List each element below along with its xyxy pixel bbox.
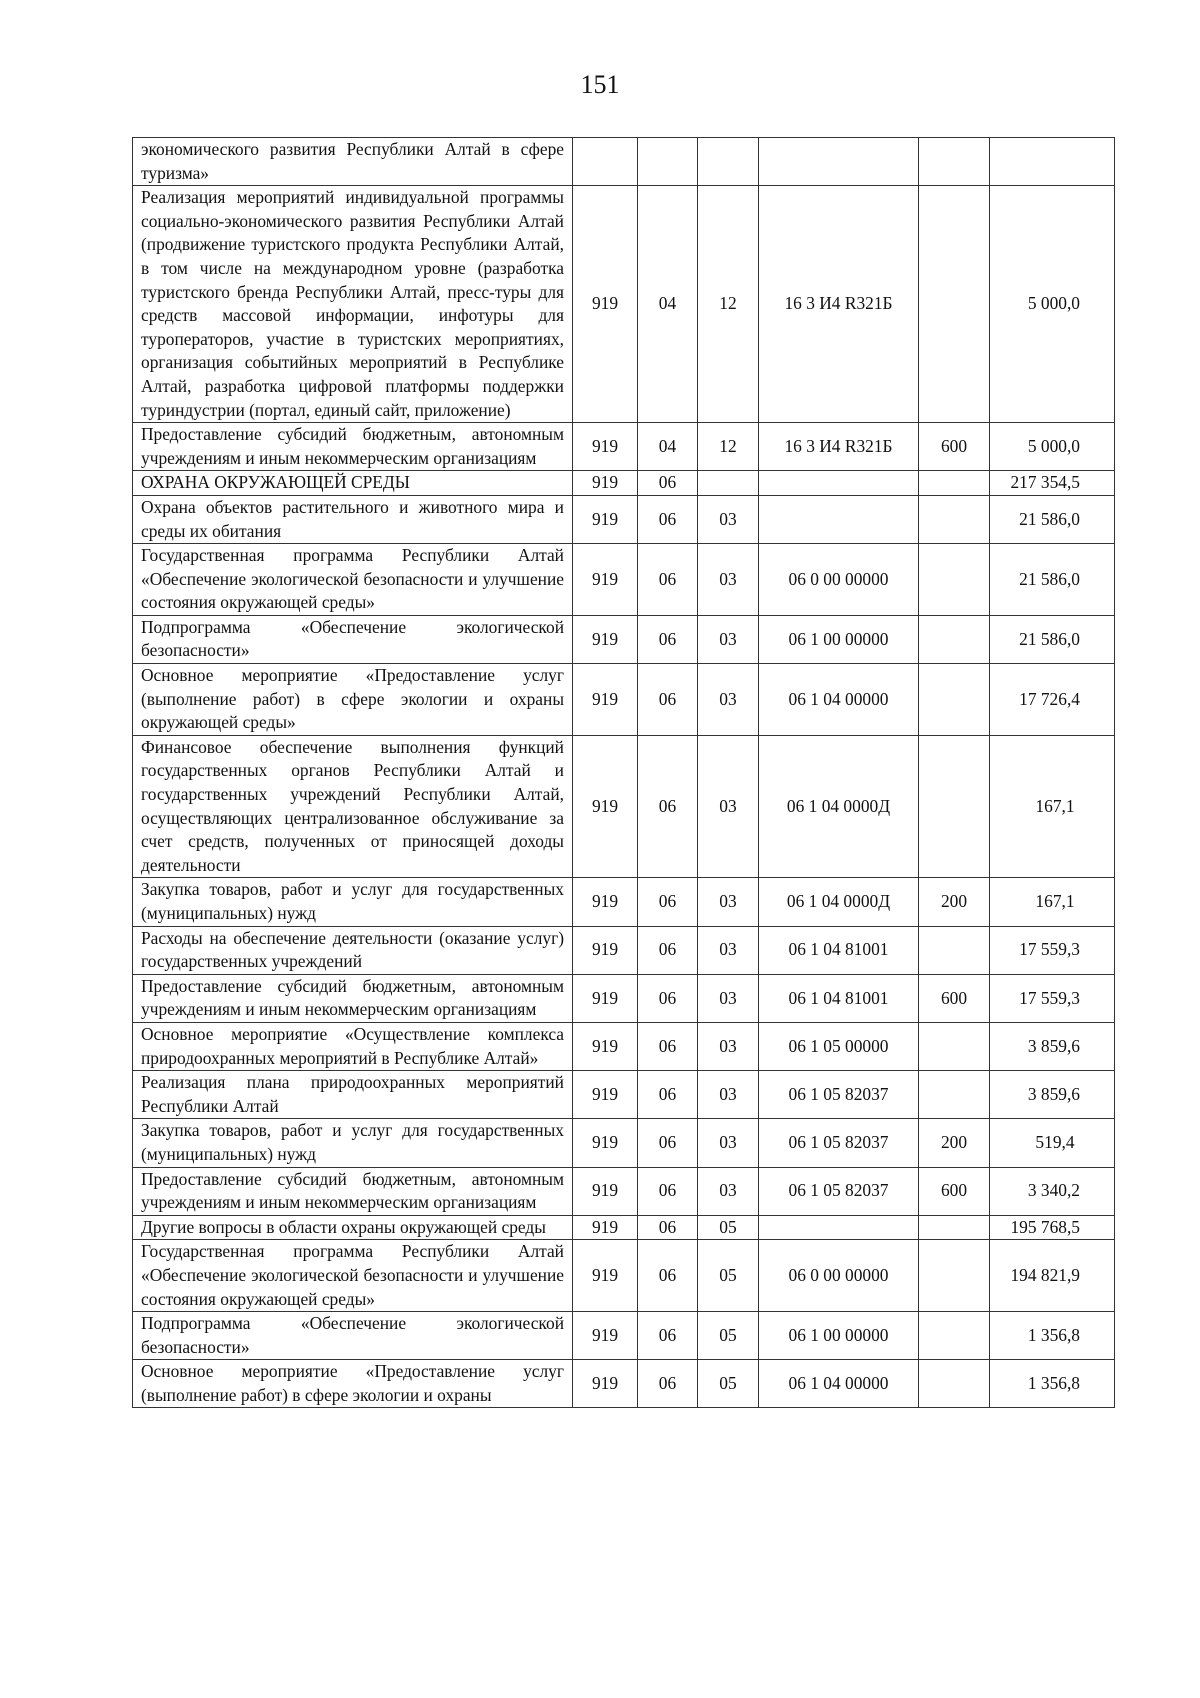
expense-type-cell: 200 — [919, 878, 990, 926]
grbs-cell: 919 — [573, 1215, 638, 1240]
section-cell: 06 — [638, 926, 698, 974]
grbs-cell: 919 — [573, 1240, 638, 1312]
target-article-cell: 06 0 00 00000 — [759, 544, 919, 616]
table-row — [133, 544, 1115, 616]
amount-cell — [990, 138, 1115, 186]
section-cell: 04 — [638, 423, 698, 471]
expense-type-cell — [919, 544, 990, 616]
grbs-cell: 919 — [573, 974, 638, 1022]
grbs-cell: 919 — [573, 926, 638, 974]
table-row — [133, 495, 1115, 543]
target-article-cell: 06 1 04 0000Д — [759, 735, 919, 878]
target-article-cell: 06 1 00 00000 — [759, 615, 919, 663]
section-cell: 06 — [638, 615, 698, 663]
item-name-cell: экономического развития Республики Алтай в сфере туризма» — [133, 138, 573, 186]
section-cell: 06 — [638, 1240, 698, 1312]
expense-type-cell — [919, 471, 990, 496]
table-row — [133, 1071, 1115, 1119]
table-row — [133, 138, 1115, 186]
budget-table — [132, 137, 1115, 1408]
amount-cell: 1 356,8 — [990, 1312, 1115, 1360]
table-row — [133, 1022, 1115, 1070]
item-name-cell: Финансовое обеспечение выполнения функций государственных органов Республики Алтай и государственных учреждений Республики Алтай, осуществляющих централизованное обслуживание за счет средств, полученных от приносящей доходы деятельности — [133, 735, 573, 878]
amount-cell: 217 354,5 — [990, 471, 1115, 496]
target-article-cell — [759, 495, 919, 543]
amount-cell: 167,1 — [990, 735, 1115, 878]
item-name-cell: Предоставление субсидий бюджетным, автономным учреждениям и иным некоммерческим организациям — [133, 974, 573, 1022]
expense-type-cell: 200 — [919, 1119, 990, 1167]
subsection-cell: 03 — [698, 878, 759, 926]
target-article-cell — [759, 1215, 919, 1240]
grbs-cell: 919 — [573, 735, 638, 878]
expense-type-cell — [919, 495, 990, 543]
section-cell: 06 — [638, 1022, 698, 1070]
table-row — [133, 1215, 1115, 1240]
subsection-cell: 12 — [698, 423, 759, 471]
table-row — [133, 1360, 1115, 1408]
expense-type-cell — [919, 926, 990, 974]
item-name-cell: Реализация плана природоохранных мероприятий Республики Алтай — [133, 1071, 573, 1119]
grbs-cell: 919 — [573, 1022, 638, 1070]
amount-cell: 17 726,4 — [990, 664, 1115, 736]
table-row — [133, 664, 1115, 736]
subsection-cell: 03 — [698, 735, 759, 878]
expense-type-cell — [919, 1022, 990, 1070]
subsection-cell: 03 — [698, 615, 759, 663]
grbs-cell: 919 — [573, 186, 638, 423]
table-row — [133, 615, 1115, 663]
table-row — [133, 974, 1115, 1022]
amount-cell: 3 340,2 — [990, 1167, 1115, 1215]
subsection-cell: 03 — [698, 974, 759, 1022]
target-article-cell: 06 1 05 82037 — [759, 1167, 919, 1215]
item-name-cell: Реализация мероприятий индивидуальной программы социально-экономического развития Республики Алтай (продвижение туристского продукта Республики Алтай, в том числе на международном уровне (разработка туристского бренда Республики Алтай, пресс-туры для средств массовой информации, инфотуры для туроператоров, участие в туристских мероприятиях, организация событийных мероприятий в Республике Алтай, разработка цифровой платформы поддержки туриндустрии (портал, единый сайт, приложение) — [133, 186, 573, 423]
item-name-cell: Подпрограмма «Обеспечение экологической безопасности» — [133, 1312, 573, 1360]
subsection-cell: 12 — [698, 186, 759, 423]
item-name-cell: Подпрограмма «Обеспечение экологической безопасности» — [133, 615, 573, 663]
target-article-cell: 06 1 05 82037 — [759, 1071, 919, 1119]
target-article-cell: 16 3 И4 R321Б — [759, 186, 919, 423]
table-row — [133, 1312, 1115, 1360]
target-article-cell: 06 1 04 81001 — [759, 974, 919, 1022]
section-cell: 06 — [638, 1167, 698, 1215]
target-article-cell: 06 1 00 00000 — [759, 1312, 919, 1360]
section-cell: 06 — [638, 544, 698, 616]
target-article-cell: 06 1 04 81001 — [759, 926, 919, 974]
section-cell: 06 — [638, 1215, 698, 1240]
subsection-cell: 03 — [698, 1119, 759, 1167]
amount-cell: 194 821,9 — [990, 1240, 1115, 1312]
grbs-cell: 919 — [573, 1119, 638, 1167]
grbs-cell: 919 — [573, 878, 638, 926]
item-name-cell: Предоставление субсидий бюджетным, автономным учреждениям и иным некоммерческим организациям — [133, 1167, 573, 1215]
subsection-cell: 03 — [698, 1022, 759, 1070]
grbs-cell: 919 — [573, 1071, 638, 1119]
section-cell — [638, 138, 698, 186]
target-article-cell: 06 1 04 00000 — [759, 664, 919, 736]
expense-type-cell — [919, 615, 990, 663]
grbs-cell: 919 — [573, 1312, 638, 1360]
section-cell: 06 — [638, 1360, 698, 1408]
grbs-cell: 919 — [573, 471, 638, 496]
amount-cell: 21 586,0 — [990, 544, 1115, 616]
grbs-cell: 919 — [573, 495, 638, 543]
item-name-cell: Предоставление субсидий бюджетным, автономным учреждениям и иным некоммерческим организациям — [133, 423, 573, 471]
amount-cell: 519,4 — [990, 1119, 1115, 1167]
item-name-cell: ОХРАНА ОКРУЖАЮЩЕЙ СРЕДЫ — [133, 471, 573, 496]
table-row — [133, 735, 1115, 878]
section-cell: 06 — [638, 495, 698, 543]
expense-type-cell — [919, 1240, 990, 1312]
item-name-cell: Закупка товаров, работ и услуг для государственных (муниципальных) нужд — [133, 1119, 573, 1167]
expense-type-cell — [919, 1071, 990, 1119]
subsection-cell: 03 — [698, 544, 759, 616]
target-article-cell — [759, 471, 919, 496]
subsection-cell: 03 — [698, 1167, 759, 1215]
grbs-cell: 919 — [573, 423, 638, 471]
expense-type-cell — [919, 735, 990, 878]
grbs-cell: 919 — [573, 544, 638, 616]
item-name-cell: Другие вопросы в области охраны окружающей среды — [133, 1215, 573, 1240]
subsection-cell: 05 — [698, 1360, 759, 1408]
target-article-cell: 06 1 04 00000 — [759, 1360, 919, 1408]
amount-cell: 21 586,0 — [990, 615, 1115, 663]
table-row — [133, 1240, 1115, 1312]
subsection-cell: 05 — [698, 1240, 759, 1312]
item-name-cell: Основное мероприятие «Предоставление услуг (выполнение работ) в сфере экологии и охраны окружающей среды» — [133, 664, 573, 736]
page-number: 151 — [580, 70, 620, 99]
expense-type-cell: 600 — [919, 423, 990, 471]
expense-type-cell — [919, 664, 990, 736]
grbs-cell: 919 — [573, 664, 638, 736]
subsection-cell — [698, 471, 759, 496]
section-cell: 06 — [638, 974, 698, 1022]
amount-cell: 167,1 — [990, 878, 1115, 926]
expense-type-cell — [919, 1215, 990, 1240]
item-name-cell: Государственная программа Республики Алтай «Обеспечение экологической безопасности и улучшение состояния окружающей среды» — [133, 1240, 573, 1312]
target-article-cell: 16 3 И4 R321Б — [759, 423, 919, 471]
section-cell: 04 — [638, 186, 698, 423]
target-article-cell: 06 0 00 00000 — [759, 1240, 919, 1312]
table-row — [133, 926, 1115, 974]
amount-cell: 5 000,0 — [990, 186, 1115, 423]
target-article-cell — [759, 138, 919, 186]
target-article-cell: 06 1 05 00000 — [759, 1022, 919, 1070]
expense-type-cell: 600 — [919, 974, 990, 1022]
item-name-cell: Основное мероприятие «Осуществление комплекса природоохранных мероприятий в Республике Алтай» — [133, 1022, 573, 1070]
section-cell: 06 — [638, 1312, 698, 1360]
amount-cell: 3 859,6 — [990, 1022, 1115, 1070]
section-cell: 06 — [638, 735, 698, 878]
table-row — [133, 423, 1115, 471]
item-name-cell: Охрана объектов растительного и животного мира и среды их обитания — [133, 495, 573, 543]
subsection-cell: 05 — [698, 1312, 759, 1360]
expense-type-cell — [919, 1312, 990, 1360]
table-row — [133, 471, 1115, 496]
grbs-cell: 919 — [573, 615, 638, 663]
amount-cell: 17 559,3 — [990, 974, 1115, 1022]
grbs-cell: 919 — [573, 1360, 638, 1408]
item-name-cell: Расходы на обеспечение деятельности (оказание услуг) государственных учреждений — [133, 926, 573, 974]
expense-type-cell — [919, 1360, 990, 1408]
item-name-cell: Закупка товаров, работ и услуг для государственных (муниципальных) нужд — [133, 878, 573, 926]
table-row — [133, 1167, 1115, 1215]
subsection-cell: 03 — [698, 1071, 759, 1119]
amount-cell: 1 356,8 — [990, 1360, 1115, 1408]
expense-type-cell — [919, 186, 990, 423]
amount-cell: 5 000,0 — [990, 423, 1115, 471]
subsection-cell: 03 — [698, 664, 759, 736]
table-row — [133, 1119, 1115, 1167]
subsection-cell: 03 — [698, 495, 759, 543]
amount-cell: 21 586,0 — [990, 495, 1115, 543]
amount-cell: 195 768,5 — [990, 1215, 1115, 1240]
section-cell: 06 — [638, 664, 698, 736]
section-cell: 06 — [638, 1071, 698, 1119]
amount-cell: 3 859,6 — [990, 1071, 1115, 1119]
subsection-cell: 05 — [698, 1215, 759, 1240]
table-row — [133, 878, 1115, 926]
subsection-cell: 03 — [698, 926, 759, 974]
amount-cell: 17 559,3 — [990, 926, 1115, 974]
section-cell: 06 — [638, 1119, 698, 1167]
item-name-cell: Государственная программа Республики Алтай «Обеспечение экологической безопасности и улучшение состояния окружающей среды» — [133, 544, 573, 616]
section-cell: 06 — [638, 471, 698, 496]
item-name-cell: Основное мероприятие «Предоставление услуг (выполнение работ) в сфере экологии и охраны — [133, 1360, 573, 1408]
target-article-cell: 06 1 04 0000Д — [759, 878, 919, 926]
expense-type-cell: 600 — [919, 1167, 990, 1215]
grbs-cell — [573, 138, 638, 186]
section-cell: 06 — [638, 878, 698, 926]
target-article-cell: 06 1 05 82037 — [759, 1119, 919, 1167]
table-row — [133, 186, 1115, 423]
expense-type-cell — [919, 138, 990, 186]
subsection-cell — [698, 138, 759, 186]
grbs-cell: 919 — [573, 1167, 638, 1215]
